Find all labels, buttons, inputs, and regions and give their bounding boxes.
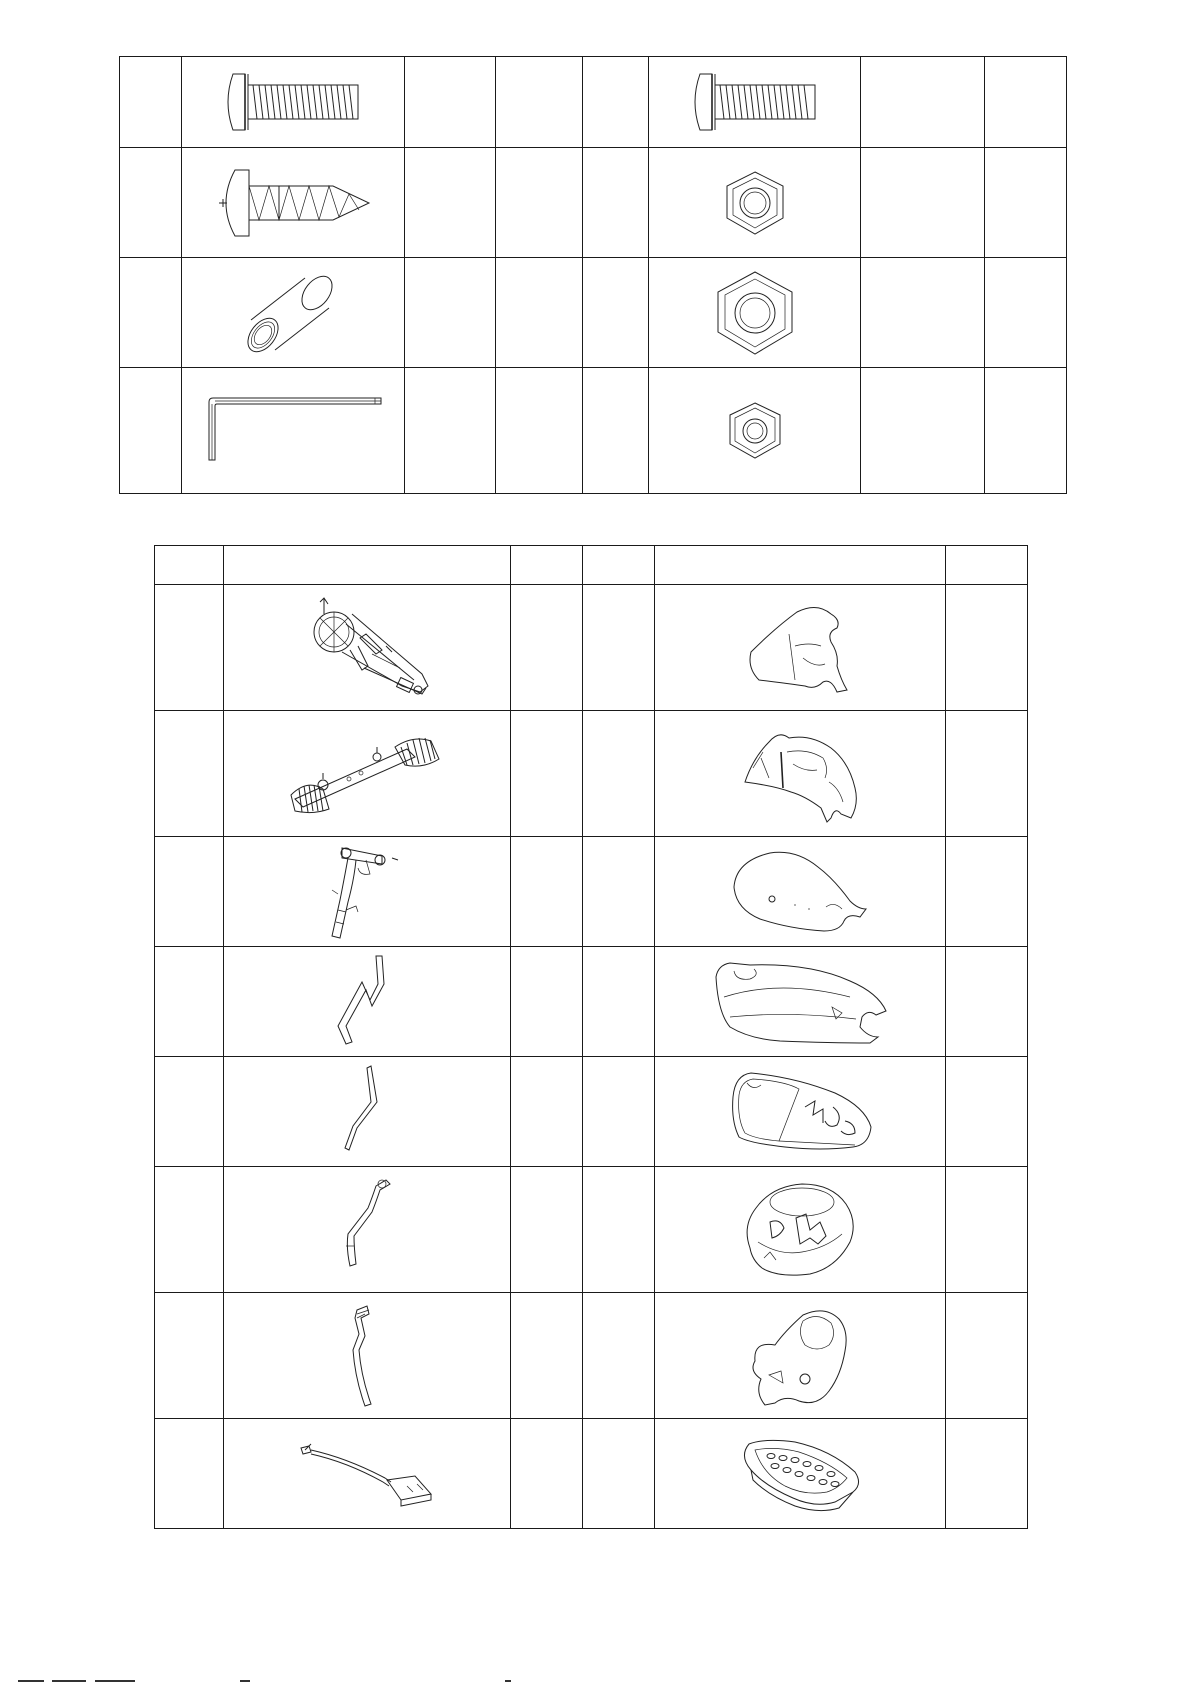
description-cell (405, 57, 496, 148)
parts-row (155, 1057, 1028, 1167)
pedal-icon (735, 1434, 865, 1514)
part-image-cell (182, 368, 405, 494)
small-nylon-lock-nut-icon (725, 400, 785, 462)
part-image-cell (649, 148, 861, 258)
rear-stabilizer-icon (287, 729, 447, 819)
part-image-cell (655, 1419, 946, 1529)
description-cell (405, 258, 496, 368)
hardware-row (120, 148, 1067, 258)
right-upper-handlebar-icon (337, 1064, 397, 1160)
quantity-cell (496, 368, 583, 494)
quantity-cell (511, 1167, 583, 1293)
quantity-cell (985, 57, 1067, 148)
part-number-cell (120, 148, 182, 258)
front-post-icon (322, 840, 412, 944)
part-image-cell (182, 258, 405, 368)
parts-row (155, 711, 1028, 837)
parts-row (155, 1293, 1028, 1419)
part-number-cell (120, 258, 182, 368)
parts-row (155, 837, 1028, 947)
quantity-cell (946, 837, 1028, 947)
part-number-cell (155, 1293, 224, 1419)
part-number-cell (583, 711, 655, 837)
description-cell (405, 148, 496, 258)
part-number-cell (583, 585, 655, 711)
header-description (224, 546, 511, 585)
parts-row (155, 947, 1028, 1057)
side-cover-icon (730, 847, 870, 937)
description-cell (861, 368, 985, 494)
nylon-lock-nut-icon (720, 168, 790, 238)
part-number-cell (583, 947, 655, 1057)
hardware-row (120, 368, 1067, 494)
chain-cover-right-icon (725, 1067, 875, 1157)
quantity-cell (511, 1293, 583, 1419)
quantity-cell (511, 1057, 583, 1167)
part-number-cell (583, 57, 649, 148)
quantity-cell (511, 947, 583, 1057)
table-header-row (155, 546, 1028, 585)
main-frame-icon (302, 594, 432, 702)
part-number-cell (155, 1419, 224, 1529)
pedal-arm-icon (297, 1436, 437, 1512)
quantity-cell (511, 585, 583, 711)
quantity-cell (946, 947, 1028, 1057)
header-qty (511, 546, 583, 585)
header-qty-2 (946, 546, 1028, 585)
quantity-cell (985, 258, 1067, 368)
self-tapping-screw-icon (213, 166, 373, 240)
quantity-cell (946, 1057, 1028, 1167)
upper-front-cover-icon (735, 722, 865, 826)
scan-artifact (0, 1678, 1191, 1685)
button-head-bolt-icon (690, 69, 820, 135)
quantity-cell (946, 711, 1028, 837)
post-cover-icon (740, 1178, 860, 1282)
part-image-cell (649, 258, 861, 368)
quantity-cell (496, 57, 583, 148)
left-lower-handlebar-icon (332, 1178, 402, 1282)
part-image-cell (655, 585, 946, 711)
part-image-cell (224, 1419, 511, 1529)
part-number-cell (583, 837, 655, 947)
part-image-cell (224, 947, 511, 1057)
hardware-row (120, 57, 1067, 148)
part-number-cell (155, 585, 224, 711)
parts-table (154, 545, 1028, 1529)
part-image-cell (224, 1167, 511, 1293)
quantity-cell (946, 1167, 1028, 1293)
part-number-cell (583, 1167, 655, 1293)
header-description-2 (655, 546, 946, 585)
quantity-cell (985, 148, 1067, 258)
right-lower-handlebar-icon (337, 1300, 397, 1412)
part-image-cell (649, 368, 861, 494)
description-cell (861, 148, 985, 258)
part-number-cell (583, 148, 649, 258)
hardware-table (119, 56, 1067, 494)
parts-row (155, 1167, 1028, 1293)
left-upper-handlebar-icon (332, 954, 402, 1050)
part-image-cell (655, 711, 946, 837)
chain-cover-left-icon (710, 957, 890, 1047)
part-image-cell (182, 148, 405, 258)
part-image-cell (182, 57, 405, 148)
part-number-cell (155, 947, 224, 1057)
part-number-cell (155, 711, 224, 837)
quantity-cell (496, 258, 583, 368)
quantity-cell (511, 1419, 583, 1529)
part-image-cell (655, 837, 946, 947)
large-hex-nut-icon (710, 268, 800, 358)
part-number-cell (583, 258, 649, 368)
part-number-cell (583, 1419, 655, 1529)
parts-row (155, 1419, 1028, 1529)
quantity-cell (496, 148, 583, 258)
quantity-cell (511, 837, 583, 947)
part-number-cell (155, 1057, 224, 1167)
front-cover-icon (745, 598, 855, 698)
spacer-sleeve-icon (243, 268, 343, 358)
part-image-cell (655, 947, 946, 1057)
quantity-cell (511, 711, 583, 837)
description-cell (405, 368, 496, 494)
header-no (155, 546, 224, 585)
parts-row (155, 585, 1028, 711)
part-number-cell (583, 368, 649, 494)
part-number-cell (155, 1167, 224, 1293)
part-image-cell (655, 1057, 946, 1167)
quantity-cell (946, 585, 1028, 711)
crank-cover-icon (745, 1301, 855, 1411)
part-image-cell (224, 585, 511, 711)
part-image-cell (224, 711, 511, 837)
part-number-cell (583, 1057, 655, 1167)
part-image-cell (224, 1057, 511, 1167)
allen-wrench-icon (203, 396, 383, 466)
part-number-cell (120, 57, 182, 148)
quantity-cell (946, 1419, 1028, 1529)
quantity-cell (946, 1293, 1028, 1419)
part-image-cell (655, 1167, 946, 1293)
part-image-cell (649, 57, 861, 148)
description-cell (861, 258, 985, 368)
quantity-cell (985, 368, 1067, 494)
header-no-2 (583, 546, 655, 585)
part-number-cell (120, 368, 182, 494)
hardware-row (120, 258, 1067, 368)
part-image-cell (224, 837, 511, 947)
button-head-bolt-icon (223, 69, 363, 135)
part-number-cell (583, 1293, 655, 1419)
part-image-cell (224, 1293, 511, 1419)
part-number-cell (155, 837, 224, 947)
description-cell (861, 57, 985, 148)
part-image-cell (655, 1293, 946, 1419)
